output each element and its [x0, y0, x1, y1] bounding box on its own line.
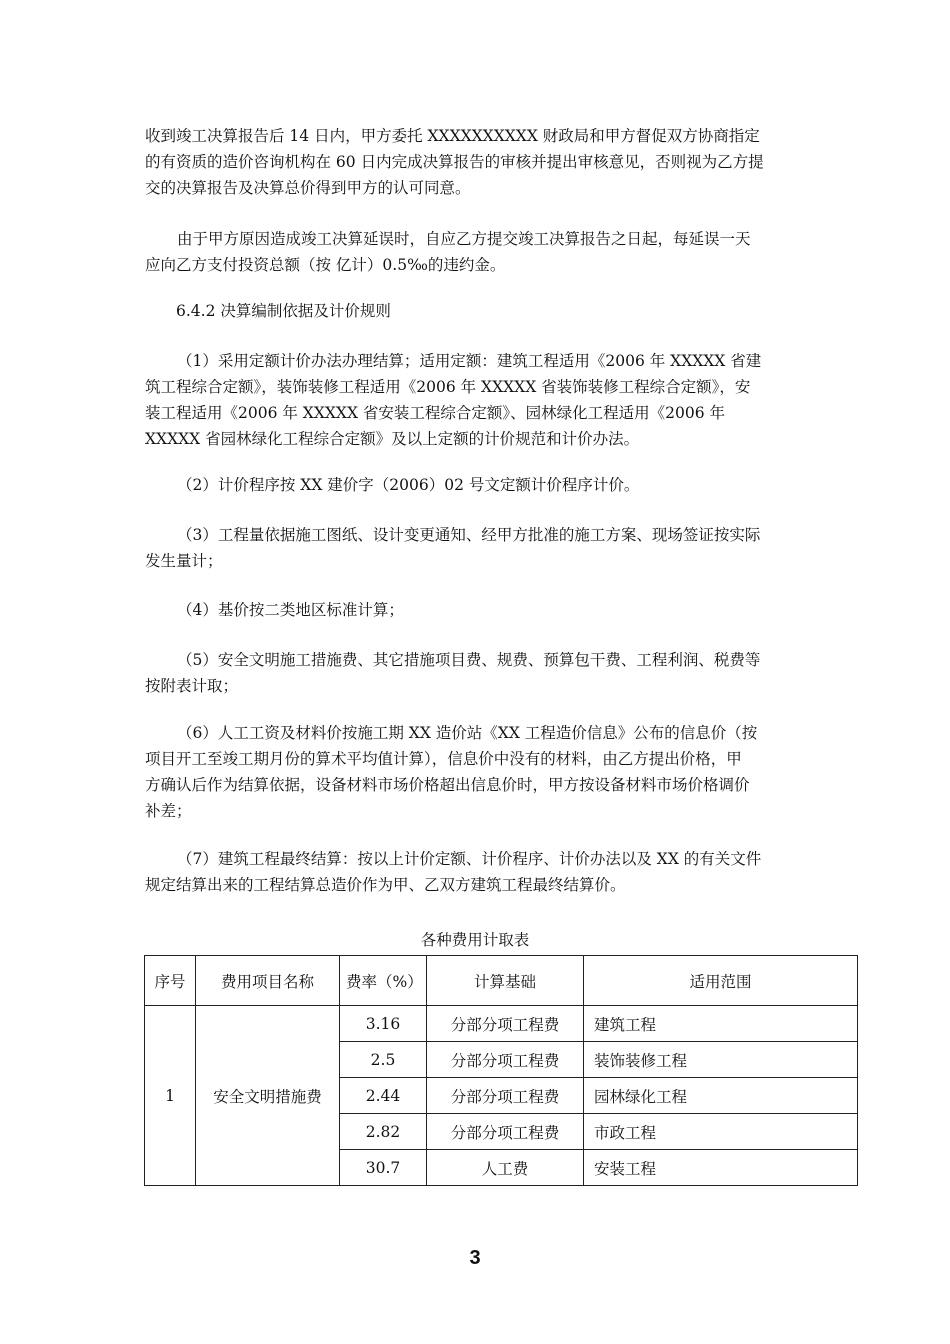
paragraph-item-3 — [145, 522, 807, 574]
cell-rate: 2.44 — [340, 1078, 427, 1114]
text-line: XXXXX 省园林绿化工程综合定额》及以上定额的计价规范和计价办法。 — [145, 430, 640, 448]
header-base: 计算基础 — [427, 956, 584, 1006]
text-line: 按附表计取； — [145, 677, 239, 695]
header-rate: 费率（%） — [340, 956, 427, 1006]
text-line: 筑工程综合定额》，装饰装修工程适用《2006 年 XXXXX 省装饰装修工程综合定额》，安 — [145, 378, 751, 396]
text-line: （2）计价程序按 XX 建价字（2006）02 号文定额计价程序计价。 — [177, 476, 640, 494]
paragraph-item-2 — [145, 472, 807, 498]
cell-scope: 安装工程 — [584, 1150, 858, 1186]
text-line: （3）工程量依据施工图纸、设计变更通知、经甲方批准的施工方案、现场签证按实际 — [177, 526, 761, 544]
text-line: （7）建筑工程最终结算：按以上计价定额、计价程序、计价办法以及 XX 的有关文件 — [177, 850, 762, 868]
cell-rate: 2.82 — [340, 1114, 427, 1150]
cell-base: 分部分项工程费 — [427, 1006, 584, 1042]
cell-base: 分部分项工程费 — [427, 1114, 584, 1150]
text-line: 项目开工至竣工期月份的算术平均值计算），信息价中没有的材料，由乙方提出价格，甲 — [145, 750, 742, 768]
section-heading-6-4-2 — [176, 298, 838, 324]
cell-seq: 1 — [145, 1006, 196, 1186]
paragraph-settlement-review — [145, 123, 807, 201]
cell-scope: 园林绿化工程 — [584, 1078, 858, 1114]
text-line: 方确认后作为结算依据，设备材料市场价格超出信息价时，甲方按设备材料市场价格调价 — [145, 776, 750, 794]
text-line: （1）采用定额计价办法办理结算；适用定额：建筑工程适用《2006 年 XXXXX 省建 — [177, 352, 762, 370]
paragraph-item-6 — [145, 720, 807, 824]
table-header-row — [145, 956, 858, 1006]
cell-base: 分部分项工程费 — [427, 1078, 584, 1114]
cell-fee-name: 安全文明措施费 — [196, 1006, 340, 1186]
cell-scope: 市政工程 — [584, 1114, 858, 1150]
fee-table — [144, 955, 858, 1186]
header-fee-name: 费用项目名称 — [196, 956, 340, 1006]
text-line: （6）人工工资及材料价按施工期 XX 造价站《XX 工程造价信息》公布的信息价（按 — [177, 724, 758, 742]
text-line: （5）安全文明施工措施费、其它措施项目费、规费、预算包干费、工程利润、税费等 — [177, 651, 761, 669]
cell-rate: 30.7 — [340, 1150, 427, 1186]
text-line: 由于甲方原因造成竣工决算延误时，自应乙方提交竣工决算报告之日起，每延误一天 — [177, 230, 751, 248]
text-line: 6.4.2 决算编制依据及计价规则 — [176, 302, 391, 320]
text-line: 收到竣工决算报告后 14 日内，甲方委托 XXXXXXXXXX 财政局和甲方督促双方协商指定 — [145, 127, 760, 145]
paragraph-item-5 — [145, 647, 807, 699]
paragraph-delay-penalty — [145, 226, 807, 278]
paragraph-item-1 — [145, 348, 807, 452]
header-seq: 序号 — [145, 956, 196, 1006]
text-line: 的有资质的造价咨询机构在 60 日内完成决算报告的审核并提出审核意见，否则视为乙方提 — [145, 153, 764, 171]
page-number: 3 — [469, 1247, 481, 1269]
cell-scope: 建筑工程 — [584, 1006, 858, 1042]
paragraph-item-4 — [145, 597, 807, 623]
text-line: 装工程适用《2006 年 XXXXX 省安装工程综合定额》、园林绿化工程适用《2006 年 — [145, 404, 726, 422]
cell-scope: 装饰装修工程 — [584, 1042, 858, 1078]
text-line: （4）基价按二类地区标准计算； — [177, 601, 404, 619]
text-line: 规定结算出来的工程结算总造价作为甲、乙双方建筑工程最终结算价。 — [145, 876, 626, 894]
table-caption: 各种费用计取表 — [420, 931, 530, 949]
cell-rate: 2.5 — [340, 1042, 427, 1078]
text-line: 发生量计； — [145, 552, 223, 570]
text-line: 补差； — [145, 802, 192, 820]
text-line: 应向乙方支付投资总额（按 亿计）0.5‰的违约金。 — [145, 256, 506, 274]
cell-base: 分部分项工程费 — [427, 1042, 584, 1078]
table-row — [145, 1006, 858, 1042]
text-line: 交的决算报告及决算总价得到甲方的认可同意。 — [145, 179, 471, 197]
cell-base: 人工费 — [427, 1150, 584, 1186]
header-scope: 适用范围 — [584, 956, 858, 1006]
cell-rate: 3.16 — [340, 1006, 427, 1042]
paragraph-item-7 — [145, 846, 807, 898]
